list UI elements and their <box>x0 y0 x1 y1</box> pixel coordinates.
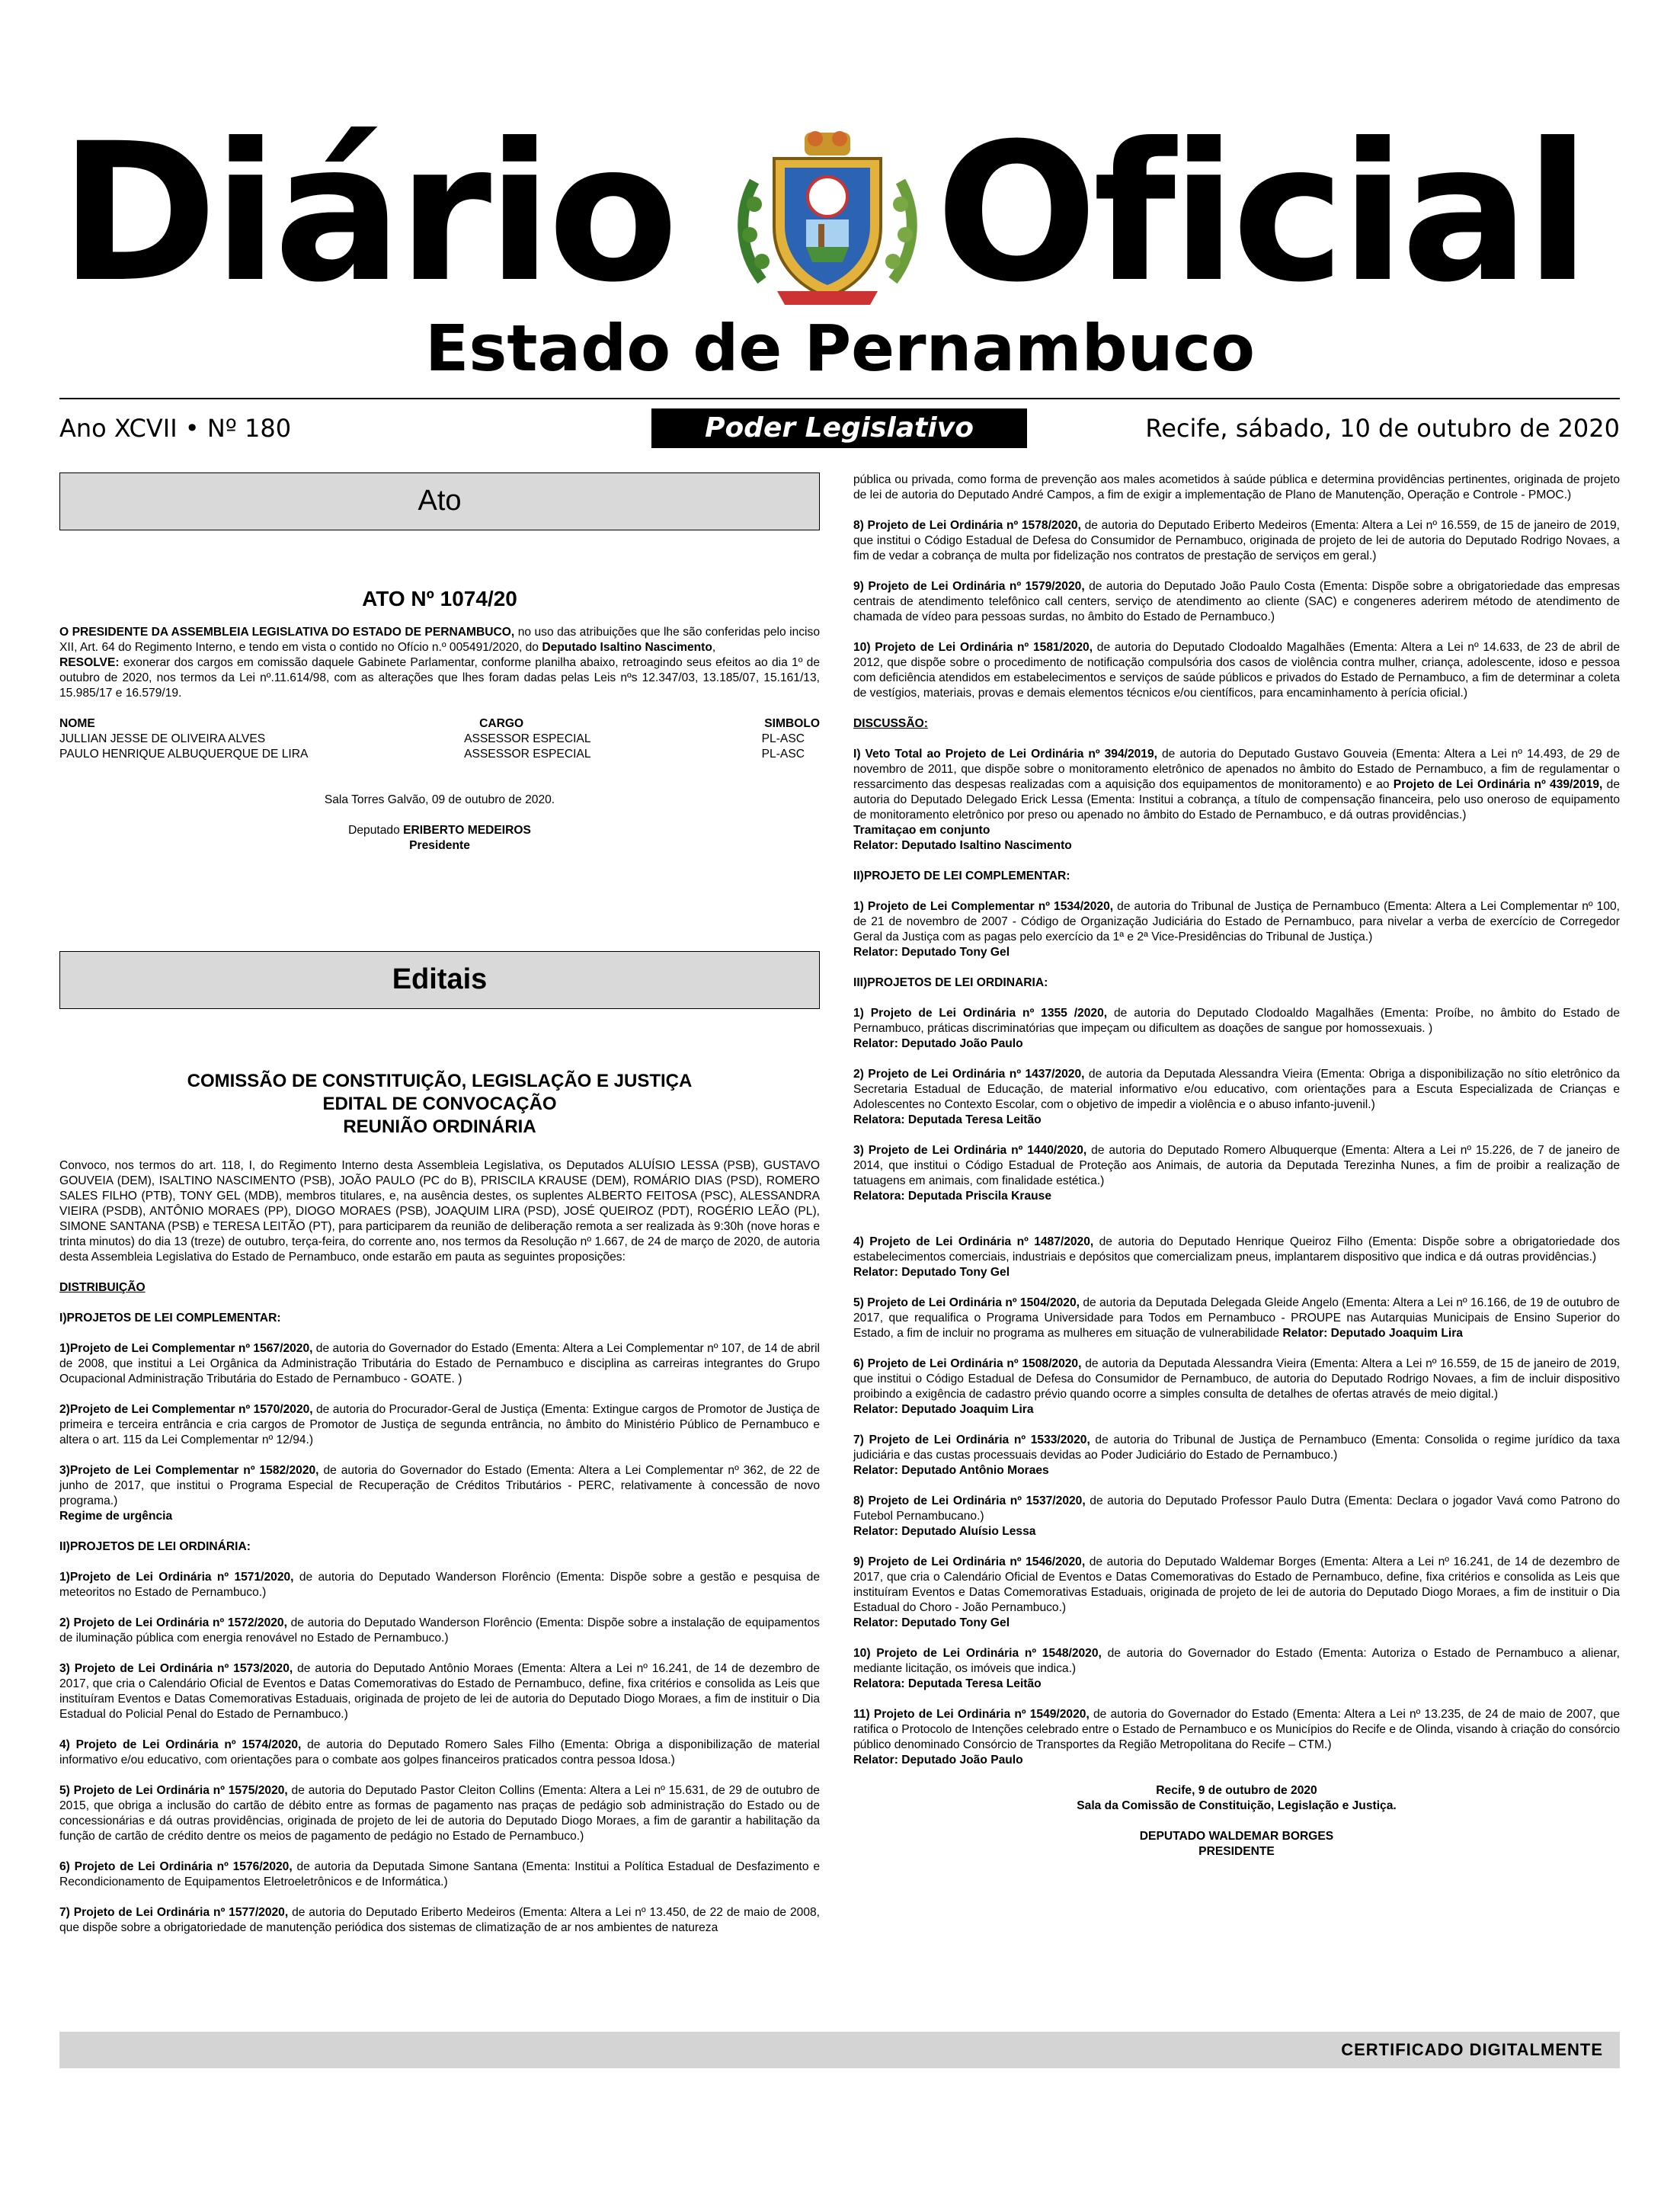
ato-staff-table <box>59 716 820 762</box>
edition-number: Ano XCVII • Nº 180 <box>59 414 292 443</box>
disc-ordinaria-heading: III)PROJETOS DE LEI ORDINARIA: <box>853 976 1048 989</box>
list-item: 4) Projeto de Lei Ordinária nº 1487/2020, de autoria do Deputado Henrique Queiroz Filho (Ementa: Dispõe sobre a obrigatoriedade dos estabelecimentos comerciais, industriais e depósitos que comercializam pneus, implantarem dispositivo que indica e dá outras providências.) <box>853 1235 1620 1264</box>
table-header-row: NOME CARGO SIMBOLO <box>59 717 820 730</box>
dateline: Recife, sábado, 10 de outubro de 2020 <box>1145 414 1620 443</box>
dist-complementar-heading: I)PROJETOS DE LEI COMPLEMENTAR: <box>59 1312 281 1325</box>
edital-heading-1: COMISSÃO DE CONSTITUIÇÃO, LEGISLAÇÃO E JUSTIÇA <box>187 1071 693 1091</box>
ato-place-date: Sala Torres Galvão, 09 de outubro de 2020. <box>324 793 555 806</box>
closing-date: Recife, 9 de outubro de 2020 <box>1156 1784 1317 1797</box>
list-item: 2)Projeto de Lei Complementar nº 1570/2020, de autoria do Procurador-Geral de Justiça (Ementa: Extingue cargos de Promotor de Justiça de primeira e terceira entrância e cria cargos de Promotor de Justiça de segunda entrância, no âmbito do Ministério Público de Pernambuco e altera o art. 115 da Lei Complementar nº 12/94.) <box>59 1403 820 1446</box>
list-item: 3)Projeto de Lei Complementar nº 1582/2020, de autoria do Governador do Estado (Ementa: Altera a Lei Complementar nº 362, de 22 de junho de 2017, que institui o Programa Especial de Recuperação de Créditos Tributários - PERC, relativamente à concessão de novo programa.) Regime de urgência <box>59 1464 820 1523</box>
list-item: 9) Projeto de Lei Ordinária nº 1579/2020, de autoria do Deputado João Paulo Costa (Ementa: Dispõe sobre a obrigatoriedade das empresas centrais de atendimento telefônico call centers, serviço de atendimento ao cliente (SAC) e congeneres aderirem método de atendimento de chamada de vídeo para pessoas surdas, no âmbito do Estado de Pernambuco.) <box>853 580 1620 623</box>
list-item: 3) Projeto de Lei Ordinária nº 1573/2020, de autoria do Deputado Antônio Moraes (Ementa: Altera a Lei nº 16.241, de 14 de dezembro de 2017, que cria o Calendário Oficial de Eventos e Datas Comemorativas do Estado de Pernambuco, define, fixa critérios e consolida as Leis que instituíram Eventos e Datas Comemorativas Estaduais, originada de projeto de lei de autoria do Deputado Diogo Moraes, a fim de instituir o Dia Estadual do Policial Penal do Estado de Pernambuco.) <box>59 1662 820 1721</box>
footer-certified-bar: CERTIFICADO DIGITALMENTE <box>59 2032 1620 2068</box>
masthead-title-left: Diário <box>59 102 674 324</box>
discussao-heading: DISCUSSÃO: <box>853 717 928 730</box>
masthead-subtitle: Estado de Pernambuco <box>424 311 1256 386</box>
list-item: 10) Projeto de Lei Ordinária nº 1548/2020, de autoria do Governador do Estado (Ementa: Autoriza o Estado de Pernambuco a alienar, mediante licitação, os imóveis que indica.) <box>853 1647 1620 1675</box>
relator-line: Relator: Deputado Aluísio Lessa <box>853 1525 1036 1538</box>
list-item: 9) Projeto de Lei Ordinária nº 1546/2020, de autoria do Deputado Waldemar Borges (Ementa: Altera a Lei nº 16.241, de 14 de dezembro de 2017, que cria o Calendário Oficial de Eventos e Datas Comemorativas do Estado de Pernambuco, define, fixa critérios e consolida as Leis que instituíram Eventos e Datas Comemorativas Estaduais, originada de projeto de lei de autoria do Deputado Diogo Moraes, a fim de instituir o Dia Estadual do Choro - João Pernambuco.) <box>853 1555 1620 1614</box>
veto-relator: Relator: Deputado Isaltino Nascimento <box>853 839 1072 852</box>
relator-line: Relatora: Deputada Priscila Krause <box>853 1190 1051 1203</box>
relator-line: Relatora: Deputada Teresa Leitão <box>853 1677 1042 1690</box>
relator-line: Relator: Deputado Antônio Moraes <box>853 1464 1049 1477</box>
masthead-title-right: Oficial <box>936 102 1586 324</box>
ato-signer-role: Presidente <box>409 839 470 852</box>
relator-line: Relator: Deputado João Paulo <box>853 1754 1023 1767</box>
list-item: 1)Projeto de Lei Ordinária nº 1571/2020, de autoria do Deputado Wanderson Florêncio (Ementa: Dispõe sobre a gestão e pesquisa de meteoritos no Estado de Pernambuco.) <box>59 1571 820 1599</box>
veto-item: I) Veto Total ao Projeto de Lei Ordinária nº 394/2019, de autoria do Deputado Gustavo Gouveia (Ementa: Altera a Lei nº 14.493, de 29 de novembro de 2011, que dispõe sobre o monitoramento eletrônico de apenados no âmbito do Estado de Pernambuco, a fim de regulamentar o ressarcimento das despesas realizadas com a aquisição dos equipamentos de monitoramento) e ao Projeto de Lei Ordinária nº 439/2019, de autoria do Deputado Delegado Erick Lessa (Ementa: Institui a cobrança, a título de compensação financeira, pelo uso oneroso de equipamento de monitoramento eletrônico por preso ou apenado no âmbito do Estado de Pernambuco, e dá outras providências.) <box>853 748 1620 822</box>
left-column <box>59 472 820 1936</box>
ato-title: ATO Nº 1074/20 <box>362 587 517 610</box>
dist-ordinaria-heading: II)PROJETOS DE LEI ORDINÁRIA: <box>59 1540 251 1553</box>
relator-line: Relatora: Deputada Teresa Leitão <box>853 1113 1042 1126</box>
table-row: PAULO HENRIQUE ALBUQUERQUE DE LIRA ASSESSOR ESPECIAL PL-ASC <box>59 748 805 761</box>
ato-body: O PRESIDENTE DA ASSEMBLEIA LEGISLATIVA DO ESTADO DE PERNAMBUCO, no uso das atribuições que lhe são conferidas pelo inciso XII, Art. 64 do Regimento Interno, e tendo em vista o contido no Ofício n.º 005491/2020, do Deputado Isaltino Nascimento, RESOLVE: exonerar dos cargos em comissão daquele Gabinete Parlamentar, conforme planilha abaixo, retroagindo seus efeitos ao dia 1º de outubro de 2020, nos termos da Lei nº.11.614/98, com as alterações que lhes foram dadas pelas Leis nºs 12.347/03, 13.185/07, 15.161/13, 15.985/17 e 16.579/19. <box>59 626 820 700</box>
masthead-divider <box>59 398 1620 399</box>
section-ato-header: Ato <box>59 472 820 530</box>
relator-line: Relator: Deputado Tony Gel <box>853 1266 1010 1279</box>
list-item: 5) Projeto de Lei Ordinária nº 1504/2020, de autoria da Deputada Delegada Gleide Angelo (Ementa: Altera a Lei nº 16.166, de 19 de outubro de 2017, que requalifica o Programa Universidade para Todos em Pernambuco - PROUPE nas Autarquias Municipais de Ensino Superior do Estado, a fim de incluir no programa as mulheres em situação de vulnerabilidade Relator: Deputado Joaquim Lira <box>853 1296 1620 1340</box>
veto-tramitacao: Tramitaçao em conjunto <box>853 824 990 837</box>
list-item: 8) Projeto de Lei Ordinária nº 1578/2020, de autoria do Deputado Eriberto Medeiros (Ementa: Altera a Lei nº 16.559, de 15 de janeiro de 2019, que institui o Código Estadual de Defesa do Consumidor de Pernambuco, originada de projeto de lei de autoria do Deputado Rodrigo Novaes, a fim de vedar a cobrança de multa por fidelização nos contratos de prestação de serviços em geral.) <box>853 519 1620 562</box>
ato-signer: Deputado ERIBERTO MEDEIROS <box>348 824 531 837</box>
relator-line: Relator: Deputado Joaquim Lira <box>853 1403 1034 1416</box>
closing-place: Sala da Comissão de Constituição, Legislação e Justiça. <box>1077 1799 1397 1812</box>
state-crest-icon <box>731 128 923 311</box>
list-item: 10) Projeto de Lei Ordinária nº 1581/2020, de autoria do Deputado Clodoaldo Magalhães (Ementa: Altera a Lei nº 14.633, de 23 de abril de 2012, que dispõe sobre o procedimento de notificação compulsória dos casos de violência contra mulher, criança, adolescente, idoso e pessoa com deficiência atendidos em estabelecimentos e serviços de saúde públicos e privados do Estado de Pernambuco, a fim de determinar a coleta de vestígios, materiais, provas e demais elementos técnicos e/ou científicos, para encaminhamento à perícia oficial.) <box>853 641 1620 700</box>
relator-line: Relator: Deputado João Paulo <box>853 1037 1023 1050</box>
relator-line: Relator: Deputado Tony Gel <box>853 946 1010 959</box>
list-item: 1) Projeto de Lei Ordinária nº 1355 /2020, de autoria do Deputado Clodoaldo Magalhães (Ementa: Proíbe, no âmbito do Estado de Pernambuco, práticas discriminatórias que impeçam ou dificultem as doações de sangue por homossexuais. ) <box>853 1007 1621 1035</box>
list-item: 6) Projeto de Lei Ordinária nº 1576/2020, de autoria da Deputada Simone Santana (Ementa: Institui a Política Estadual de Desfazimento e Recondicionamento de Equipamentos Eletroeletrônicos e de Informática.) <box>59 1860 820 1888</box>
list-item: 8) Projeto de Lei Ordinária nº 1537/2020, de autoria do Deputado Professor Paulo Dutra (Ementa: Declara o jogador Vavá como Patrono do Futebol Pernambucano.) <box>853 1494 1620 1523</box>
branch-banner: Poder Legislativo <box>651 408 1027 448</box>
list-item: 2) Projeto de Lei Ordinária nº 1572/2020, de autoria do Deputado Wanderson Florêncio (Ementa: Dispõe sobre a instalação de equipamentos de iluminação pública com energia renovável no Estado de Pernambuco.) <box>59 1616 820 1645</box>
list-item: 6) Projeto de Lei Ordinária nº 1508/2020, de autoria da Deputada Alessandra Vieira (Ementa: Altera a Lei nº 16.559, de 15 de janeiro de 2019, que institui o Código Estadual de Defesa do Consumidor de Pernambuco, de autoria do Deputado Rodrigo Novaes, a fim de incluir dispositivo proibindo a exigência de cadastro prévio quando ocorre a simples consulta de detalhes de ofertas através de meio digital.) <box>853 1357 1620 1401</box>
closing-signer: DEPUTADO WALDEMAR BORGES <box>1139 1830 1334 1843</box>
disc-complementar-heading: II)PROJETO DE LEI COMPLEMENTAR: <box>853 870 1070 882</box>
edital-heading-3: REUNIÃO ORDINÁRIA <box>343 1116 536 1137</box>
continuation-text: pública ou privada, como forma de prevenção aos males acometidos à saúde pública e determina providências pertinentes, originada de projeto de lei de autoria do Deputado André Campos, a fim de exigir a implementação de Plano de Manutenção, Operação e Controle - PMOC.) <box>853 473 1620 501</box>
list-item: 11) Projeto de Lei Ordinária nº 1549/2020, de autoria do Governador do Estado (Ementa: Altera a Lei nº 13.235, de 24 de maio de 2007, que ratifica o Protocolo de Intenções celebrado entre o Estado de Pernambuco e os Municípios do Recife e de Olinda, visando à criação do consórcio público denominado Consórcio de Transportes da Região Metropolitana do Recife – CTM.) <box>853 1708 1620 1751</box>
list-item: 4) Projeto de Lei Ordinária nº 1574/2020, de autoria do Deputado Romero Sales Filho (Ementa: Obriga a disponibilização de material informativo e/ou educativo, com orientações para o combate aos golpes financeiros praticados contra pessoa Idosa.) <box>59 1738 820 1767</box>
right-column <box>853 472 1620 1859</box>
list-item: 3) Projeto de Lei Ordinária nº 1440/2020, de autoria do Deputado Romero Albuquerque (Ementa: Altera a Lei nº 15.226, de 7 de janeiro de 2014, que institui o Código Estadual de Proteção aos Animais, de autoria da Deputada Terezinha Nunes, a fim de proibir a realização de tatuagens em animais, com finalidade estética.) <box>853 1144 1620 1187</box>
distribuicao-heading: DISTRIBUIÇÃO <box>59 1281 146 1294</box>
list-item: 1) Projeto de Lei Complementar nº 1534/2020, de autoria do Tribunal de Justiça de Pernambuco (Ementa: Altera a Lei Complementar nº 100, de 21 de novembro de 2007 - Código de Organização Judiciária do Estado de Pernambuco, para nivelar a verba de exercício de Corregedor Geral da Justiça com as pagas pelo exercício da 1ª e 2ª Vice-Presidências do Tribunal de Justiça.) <box>853 900 1620 943</box>
section-editais-header: Editais <box>59 951 820 1009</box>
list-item: 7) Projeto de Lei Ordinária nº 1533/2020, de autoria do Tribunal de Justiça de Pernambuco (Ementa: Consolida o regime jurídico da taxa judiciária e das custas processuais devidas ao Poder Judiciário do Estado de Pernambuco.) <box>853 1433 1620 1462</box>
edital-heading-2: EDITAL DE CONVOCAÇÃO <box>322 1094 557 1114</box>
relator-line: Relator: Deputado Tony Gel <box>853 1616 1010 1629</box>
list-item: 5) Projeto de Lei Ordinária nº 1575/2020, de autoria do Deputado Pastor Cleiton Collins (Ementa: Altera a Lei nº 15.631, de 29 de outubro de 2015, que obriga a inclusão do cartão de débito entre as formas de pagamento nas praças de pedágio sob administração do Estado ou de concessionárias e dá outras providências, originada de projeto de lei de autoria do Deputado Diogo Moraes, a fim de garantir a habilitação da função de cartão de crédito dentre os meios de pagamento de pedágio no Estado de Pernambuco.) <box>59 1784 820 1843</box>
table-row: JULLIAN JESSE DE OLIVEIRA ALVES ASSESSOR ESPECIAL PL-ASC <box>59 732 805 745</box>
closing-role: PRESIDENTE <box>1198 1845 1275 1858</box>
edital-intro: Convoco, nos termos do art. 118, I, do Regimento Interno desta Assembleia Legislativa, os Deputados ALUÍSIO LESSA (PSB), GUSTAVO GOUVEIA (DEM), ISALTINO NASCIMENTO (PSB), JOÃO PAULO (PC do B), PRISCILA KRAUSE (DEM), ROMÁRIO DIAS (PSD), ROMERO SALES FILHO (PTB), TONY GEL (MDB), membros titulares, e, na ausência destes, os suplentes ALBERTO FEITOSA (PSC), ALESSANDRA VIEIRA (PSDB), ANTÔNIO MORAES (PP), DIOGO MORAES (PSB), JOAQUIM LIRA (PSD), JOSÉ QUEIROZ (PDT), ROGÉRIO LEÃO (PL), SIMONE SANTANA (PSB) e TERESA LEITÃO (PT), para participarem da reunião de deliberação remota a ser realizada às 9:30h (nove horas e trinta minutos) do dia 13 (treze) de outubro, terça-feira, do corrente ano, nos termos da Resolução nº 1.667, de 24 de março de 2020, de autoria desta Assembleia Legislativa do Estado de Pernambuco, onde estarão em pauta as seguintes proposições: <box>59 1159 820 1264</box>
list-item: 1)Projeto de Lei Complementar nº 1567/2020, de autoria do Governador do Estado (Ementa: Altera a Lei Complementar nº 107, de 14 de abril de 2008, que institui a Lei Orgânica da Administração Tributária do Estado de Pernambuco e disciplina as carreiras integrantes do Grupo Ocupacional Administração Tributária do Estado de Pernambuco - GOATE. ) <box>59 1342 820 1385</box>
list-item: 2) Projeto de Lei Ordinária nº 1437/2020, de autoria da Deputada Alessandra Vieira (Ementa: Obriga a disponibilização no sítio eletrônico da Secretaria Estadual de Educação, de material informativo e/ou educativo, com orientações para a Escuta Especializada de Crianças e Adolescentes no Contexto Escolar, com o objetivo de impedir a violência e o abuso infanto-juvenil.) <box>853 1068 1620 1111</box>
masthead <box>0 102 1680 324</box>
list-item: 7) Projeto de Lei Ordinária nº 1577/2020, de autoria do Deputado Eriberto Medeiros (Ementa: Altera a Lei nº 13.450, de 22 de maio de 2008, que dispõe sobre a obrigatoriedade de manutenção periódica dos sistemas de climatização de ar nos ambientes de natureza <box>59 1906 820 1934</box>
